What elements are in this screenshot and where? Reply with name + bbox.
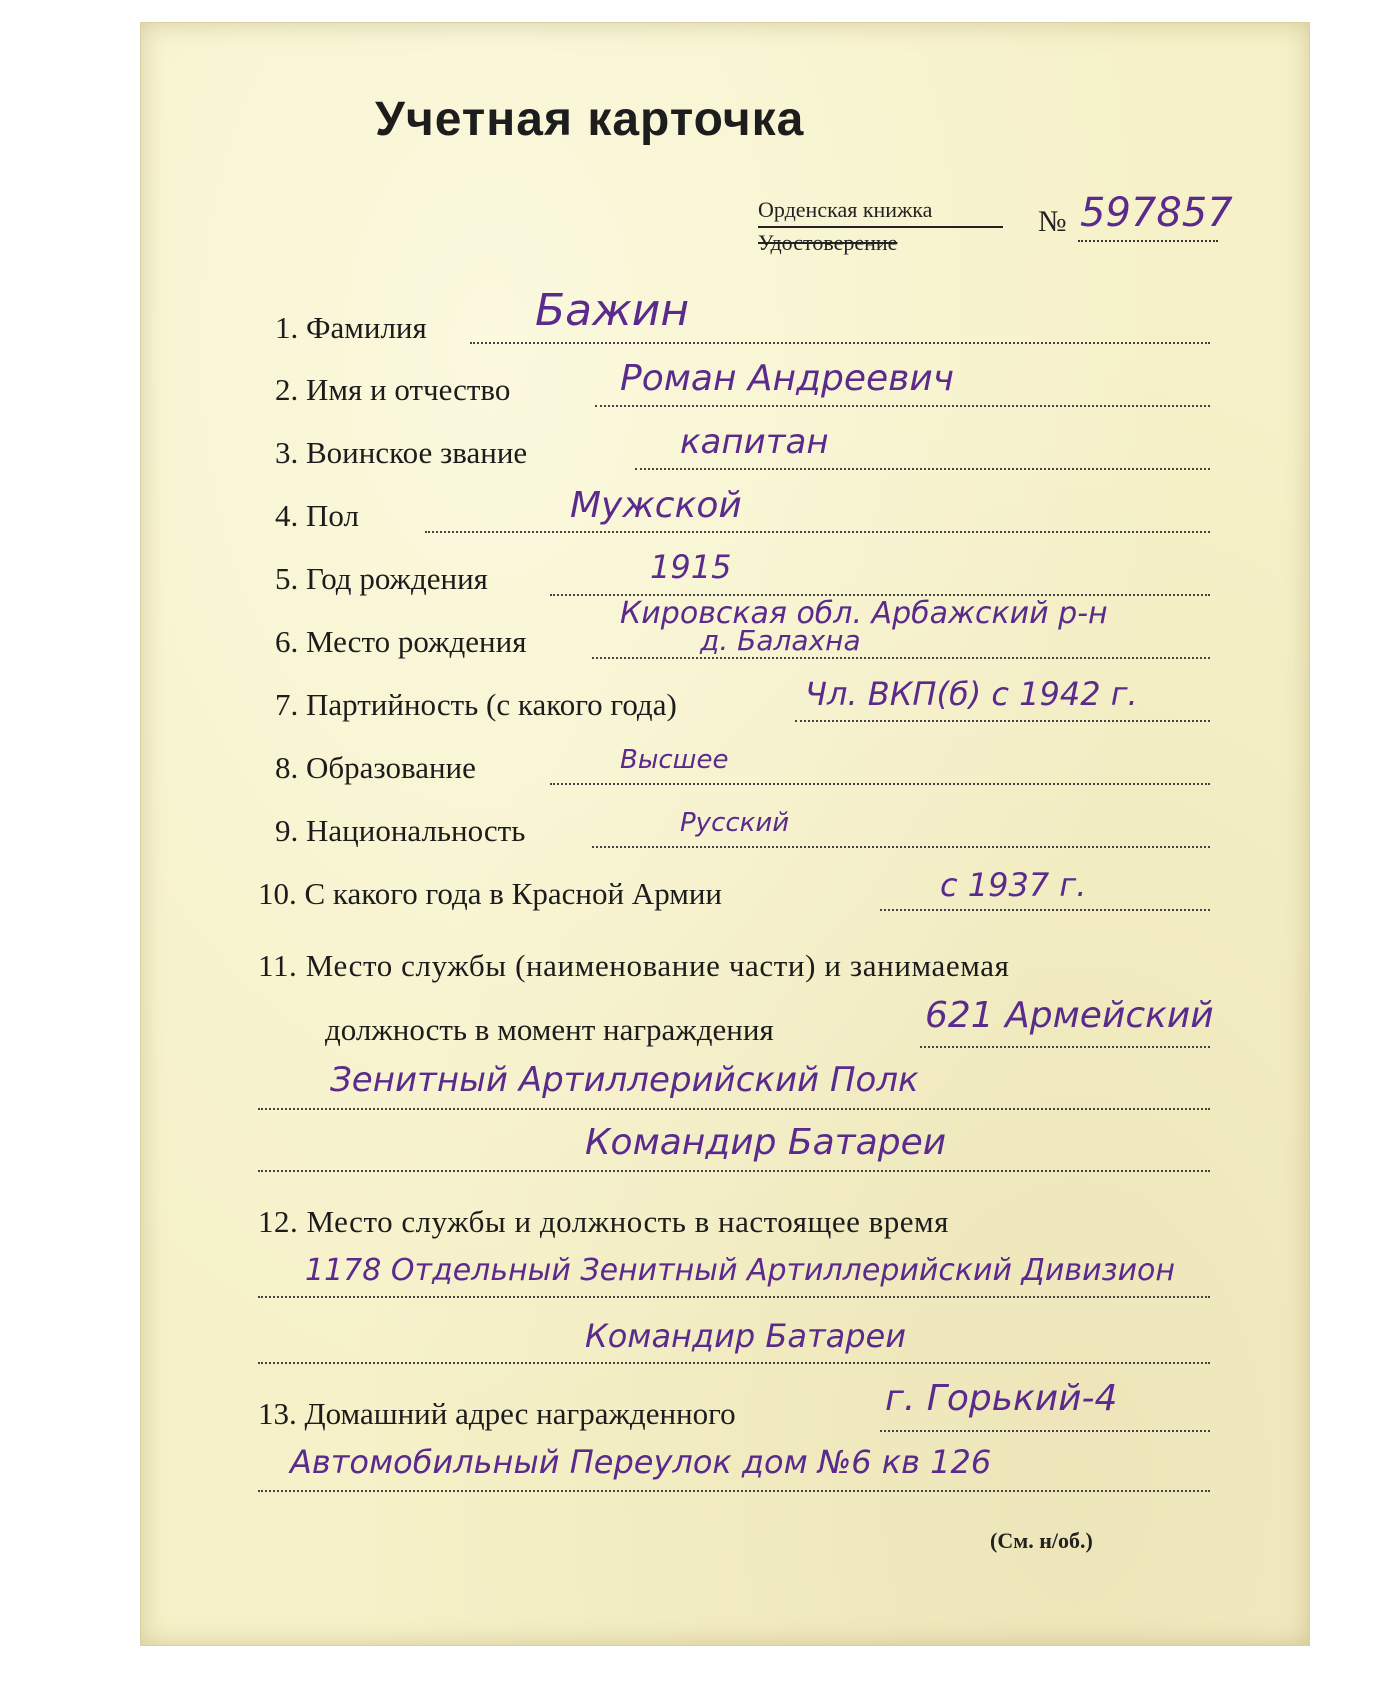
field-surname-value: Бажин [535, 285, 690, 336]
field-current-service-value-2: Командир Батареи [585, 1317, 906, 1355]
field-current-service-line-2 [258, 1362, 1210, 1364]
field-birthplace-value-1: Кировская обл. Арбажский р-н [620, 596, 1108, 631]
field-party-line [795, 720, 1210, 722]
field-birth-year-value: 1915 [650, 548, 732, 586]
field-current-service-value-1: 1178 Отдельный Зенитный Артиллерийский Дивизион [305, 1253, 1176, 1288]
field-home-address-value-2: Автомобильный Переулок дом №6 кв 126 [290, 1443, 992, 1481]
field-surname-line [470, 342, 1210, 344]
field-name-label: 2. Имя и отчество [275, 372, 511, 407]
field-current-service-line-1 [258, 1296, 1210, 1298]
field-education-value: Высшее [620, 745, 729, 775]
field-education-line [550, 783, 1210, 785]
field-home-address-line-2 [258, 1490, 1210, 1492]
field-rank-label: 3. Воинское звание [275, 435, 528, 470]
field-home-address-label: 13. Домашний адрес награжденного [258, 1396, 736, 1431]
field-nationality-value: Русский [680, 808, 790, 838]
book-number: 597857 [1080, 190, 1233, 236]
field-rank-value: капитан [680, 422, 829, 462]
field-birthplace-value-2: д. Балахна [700, 624, 861, 657]
field-army-since-value: с 1937 г. [940, 866, 1087, 904]
field-service-award-label-2: должность в момент награждения [325, 1012, 774, 1047]
order-book-label: Орденская книжка [758, 197, 933, 222]
field-service-award-value-3: Командир Батареи [585, 1122, 947, 1163]
field-birthplace-line [592, 657, 1210, 659]
certificate-label-crossed: Удостоверение [758, 230, 898, 255]
divider [758, 226, 1003, 228]
field-service-award-line-3 [258, 1170, 1210, 1172]
field-party-label: 7. Партийность (с какого года) [275, 687, 677, 722]
field-home-address-value-1: г. Горький-4 [885, 1378, 1118, 1419]
field-sex-label: 4. Пол [275, 498, 359, 533]
field-name-line [595, 405, 1210, 407]
card-title: Учетная карточка [375, 93, 805, 146]
field-current-service-label: 12. Место службы и должность в настоящее время [258, 1204, 949, 1239]
field-service-award-line-1 [920, 1046, 1210, 1048]
see-reverse-note: (См. н/об.) [990, 1528, 1093, 1553]
field-sex-line [425, 531, 1210, 533]
field-birth-year-label: 5. Год рождения [275, 561, 488, 596]
field-name-value: Роман Андреевич [620, 358, 955, 399]
field-service-award-label-1: 11. Место службы (наименование части) и занимаемая [258, 948, 1010, 983]
field-sex-value: Мужской [570, 485, 742, 526]
field-service-award-value-1: 621 Армейский [925, 995, 1214, 1036]
number-underline [1078, 240, 1218, 242]
field-surname-label: 1. Фамилия [275, 310, 427, 345]
field-birthplace-label: 6. Место рождения [275, 624, 527, 659]
number-label: № [1038, 205, 1067, 238]
field-army-since-label: 10. С какого года в Красной Армии [258, 876, 723, 911]
field-home-address-line-1 [880, 1430, 1210, 1432]
field-party-value: Чл. ВКП(б) с 1942 г. [805, 675, 1138, 713]
field-education-label: 8. Образование [275, 750, 476, 785]
field-army-since-line [880, 909, 1210, 911]
field-service-award-value-2: Зенитный Артиллерийский Полк [330, 1060, 919, 1100]
field-rank-line [635, 468, 1210, 470]
field-service-award-line-2 [258, 1108, 1210, 1110]
field-nationality-line [592, 846, 1210, 848]
field-nationality-label: 9. Национальность [275, 813, 526, 848]
